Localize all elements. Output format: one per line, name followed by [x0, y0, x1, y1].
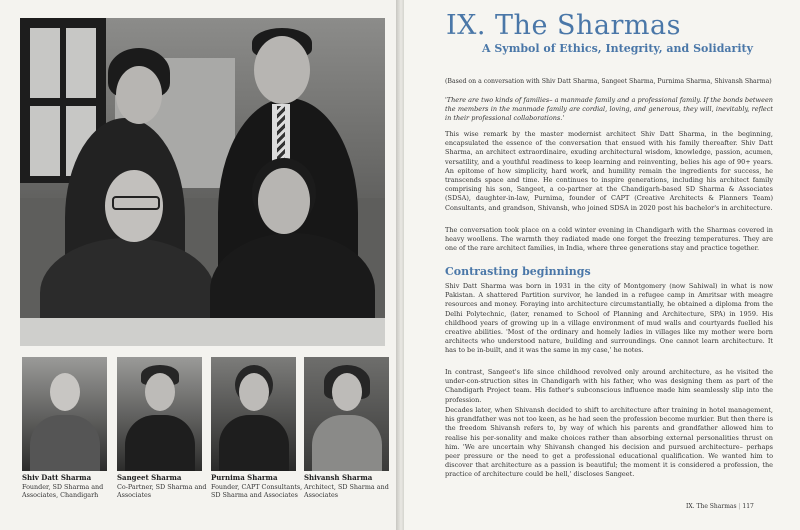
caption-purnima	[211, 474, 303, 500]
opening-quote: 'There are two kinds of families– a manmade family and a professional family. If the bonds between the members in the manmade family are cordial, loving, and generous, they will, inevitably, reflect in their professional collaborations.'	[445, 96, 773, 123]
paragraph-sangeet: In contrast, Sangeet's life since childhood revolved only around architecture, as he visited the under-con-struction sites in Chandigarh with his father, who was designing them as part of the Chandigarh Project team. His father's subconscious influence made him seamlessly slip into the profession.	[445, 368, 773, 404]
chapter-subtitle: A Symbol of Ethics, Integrity, and Solidarity	[482, 42, 753, 55]
caption-name: Shivansh Sharma	[304, 473, 373, 482]
paragraph-shivansh: Decades later, when Shivansh decided to shift to architecture after training in hotel management, his grandfather was not too keen, as he had seen the profession become murkier. But then there is the freedom Shivansh refers to, by way of which his parents and grandfather allowed him to realise his per-sonality and make choices rather than absorbing external personalities thrust on him. 'We are uncertain why Shivansh changed his decision and pursued architecture– perhaps peer pressure or the need to get a professional educational qualification. We wanted him to discover that architecture as a passion is beautiful; the moment it is considered a profession, the practice of architecture could be hell,' discloses Sangeet.	[445, 406, 773, 479]
caption-role: Founder, SD Sharma and Associates, Chandigarh	[22, 482, 104, 500]
portrait-sangeet	[117, 357, 202, 471]
portrait-shivansh	[304, 357, 389, 471]
caption-role: Architect, SD Sharma and Associates	[304, 482, 389, 500]
family-group-photo	[20, 18, 385, 346]
paragraph-shiv-datt: Shiv Datt Sharma was born in 1931 in the city of Montgomery (now Sahiwal) in what is now Pakistan. A shattered Partition survivor, he landed in a refugee camp in Amritsar with meagre resources and money. Forаying into architecture circumstantially, he obtained a diploma from the Delhi Polytechnic, (later, renamed to School of Planning and Architecture, SPA) in 1959. His childhood years of growing up in a village environment of mud walls and courtyards fuelled his creative abilities. 'Most of the ordinary and homely ladies in villages like my mother were born architects who understood nature, building and surroundings. One cannot learn architecture. It has to be in-built, and it was the same in my case,' he notes.	[445, 282, 773, 355]
paragraph-conversation: The conversation took place on a cold winter evening in Chandigarh with the Sharmas covered in heavy woollens. The warmth they radiated made one forget the freezing temperatures. They are one of the rare architect families, in India, where three generations stay and practice together.	[445, 226, 773, 253]
left-page	[0, 0, 398, 530]
caption-name: Shiv Datt Sharma	[22, 473, 92, 482]
source-note: (Based on a conversation with Shiv Datt Sharma, Sangeet Sharma, Purnima Sharma, Shivansh Sharma)	[445, 78, 772, 85]
page-footer	[686, 503, 754, 510]
caption-name: Sangeet Sharma	[117, 473, 182, 482]
caption-role: Founder, CAPT Consultants, SD Sharma and Associates	[211, 482, 303, 500]
caption-shivansh	[304, 474, 396, 500]
footer-separator: |	[738, 503, 741, 510]
portrait-thumbnails	[22, 357, 388, 472]
table	[20, 318, 385, 346]
caption-sangeet	[117, 474, 209, 500]
paragraph-intro: This wise remark by the master modernist architect Shiv Datt Sharma, in the beginning, encapsulated the essence of the conversation that ensued with his family thereafter. Shiv Datt Sharma, an architect extraordinaire, exuding architectural wisdom, knowledge, passion, acumen, versatility, and a youthful readiness to keep learning and reinventing, belies his age of 90+ years. An epitome of how simplicity, hard work, and humility remain the ingredients for success, he transcends space and time. He continues to inspire generations, including his architect family comprising his son, Sangeet, a co-partner at the Chandigarh-based SD Sharma & Associates (SDSA), daughter-in-law, Purnima, founder of CAPT (Creative Architects & Planners Team) Consultants, and grandson, Shivansh, who joined SDSA in 2020 post his bachelor's in architecture.	[445, 130, 773, 212]
chapter-title: IX. The Sharmas	[446, 10, 681, 41]
caption-role: Co-Partner, SD Sharma and Associates	[117, 482, 207, 500]
caption-name: Purnima Sharma	[211, 473, 278, 482]
portrait-purnima	[211, 357, 296, 471]
portrait-shiv-datt	[22, 357, 107, 471]
page-number: 117	[742, 503, 754, 510]
footer-section: IX. The Sharmas	[686, 503, 737, 510]
caption-shiv-datt	[22, 474, 114, 500]
section-heading: Contrasting beginnings	[445, 265, 591, 278]
